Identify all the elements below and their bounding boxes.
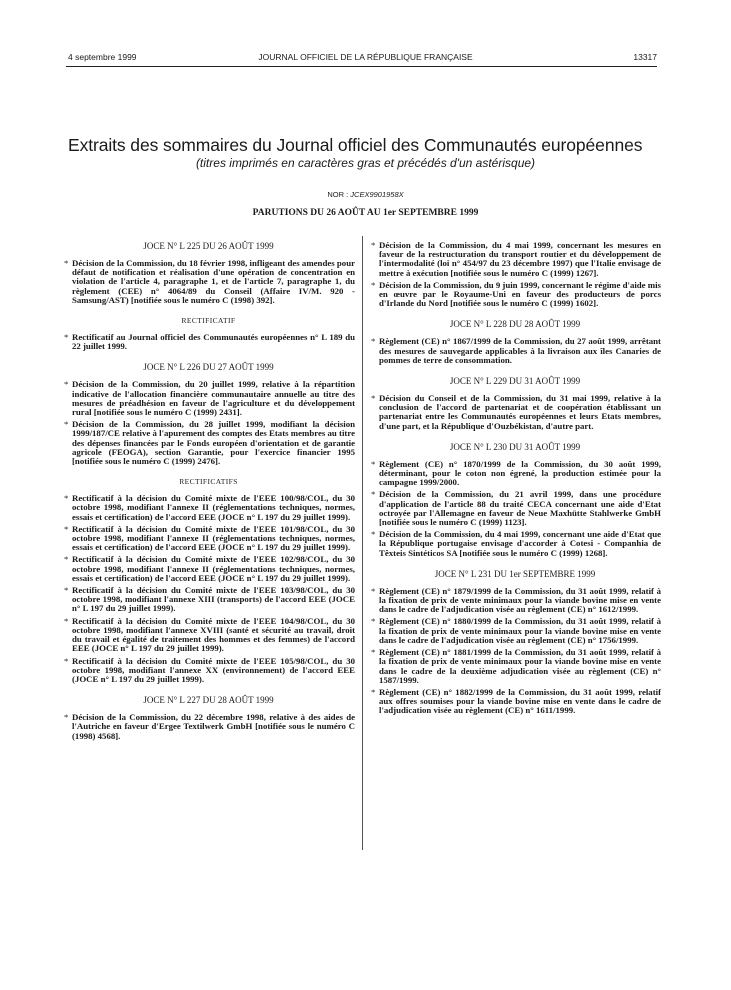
summary-entry: * Décision de la Commission, du 28 juillet 1999, modifiant la décision 1999/187/CE relative à l'apurement des comptes des Etats membres au titre des dépenses financées par le Fonds européen d'orientation et de garantie agricole (FEOGA), section Garantie, pour l'exercice financier 1995 [notifiée sous le numéro C (1999) 2476]. <box>62 420 355 466</box>
issue-heading: JOCE N° L 227 DU 28 AOÛT 1999 <box>143 695 274 706</box>
summary-entry: * Décision de la Commission, du 22 décembre 1998, relative à des aides de l'Autriche en faveur d'Ergee Textilwerk GmbH [notifiée sous le numéro C (1998) 4568]. <box>62 713 355 741</box>
rectificatifs-heading: RECTIFICATIFS <box>179 477 238 487</box>
summary-entry: * Décision de la Commission, du 18 février 1998, infligeant des amendes pour défaut de notification et réalisation d'une opération de concentration en violation de l'article 4, paragraphe 1, et de l'article 7, paragraphe 1, du règlement (CEE) n° 4064/89 du Conseil (Affaire IV/M. 920 - Samsung/AST) [notifiée sous le numéro C (1998) 392]. <box>62 259 355 305</box>
summary-entry: * Règlement (CE) n° 1881/1999 de la Commission, du 31 août 1999, relatif à la fixation de prix de vente minimaux pour la viande bovine mise en vente dans le cadre de la deuxième adjudication visée au règlement (CE) n° 1587/1999. <box>369 648 661 685</box>
parutions-heading: PARUTIONS DU 26 AOÛT AU 1er SEPTEMBRE 1999 <box>252 208 479 218</box>
summary-entry: * Décision du Conseil et de la Commission, du 31 mai 1999, relative à la conclusion de l'accord de partenariat et de coopération établissant un partenariat entre les Communautés européennes et leurs Etats membres, d'une part, et la République d'Ouzbékistan, d'autre part. <box>369 394 661 431</box>
issue-heading: JOCE N° L 230 DU 31 AOÛT 1999 <box>449 441 581 452</box>
summary-entry: * Rectificatif à la décision du Comité mixte de l'EEE 105/98/COL, du 30 octobre 1998, modifiant l'annexe XX (environnement) de l'accord EEE (JOCE n° L 197 du 29 juillet 1999). <box>62 657 355 685</box>
summary-entry: * Rectificatif à la décision du Comité mixte de l'EEE 101/98/COL, du 30 octobre 1998, modifiant l'annexe II (réglementations techniques, normes, essais et certification) de l'accord EEE (JOCE n° L 197 du 29 juillet 1999). <box>62 525 355 553</box>
header-title: JOURNAL OFFICIEL DE LA RÉPUBLIQUE FRANÇAISE <box>258 52 473 62</box>
issue-heading: JOCE N° L 229 DU 31 AOÛT 1999 <box>449 376 581 387</box>
main-title: Extraits des sommaires du Journal officiel des Communautés européennes <box>68 135 643 155</box>
summary-entry: * Rectificatif à la décision du Comité mixte de l'EEE 104/98/COL, du 30 octobre 1998, modifiant l'annexe XVIII (santé et sécurité au travail, droit du travail et égalité de traitement des hommes et des femmes) de l'accord EEE (JOCE n° L 197 du 29 juillet 1999). <box>62 617 355 654</box>
issue-heading: JOCE N° L 225 DU 26 AOÛT 1999 <box>143 241 274 251</box>
summary-entry: * Règlement (CE) n° 1867/1999 de la Commission, du 27 août 1999, arrêtant des mesures de sauvegarde applicables à la livraison aux îles Canaries de pommes de terre de consommation. <box>369 337 661 365</box>
page-number: 13317 <box>633 52 657 62</box>
summary-entry: * Rectificatif à la décision du Comité mixte de l'EEE 103/98/COL, du 30 octobre 1998, modifiant l'annexe XIII (transports) de l'accord EEE (JOCE n° L 197 du 29 juillet 1999). <box>62 586 355 614</box>
header-date: 4 septembre 1999 <box>68 52 137 62</box>
running-head <box>0 52 731 66</box>
summary-entry: * Rectificatif à la décision du Comité mixte de l'EEE 102/98/COL, du 30 octobre 1998, modifiant l'annexe II (réglementations techniques, normes, essais et certification) de l'accord EEE (JOCE n° L 197 du 29 juillet 1999). <box>62 555 355 583</box>
nor-line <box>0 190 731 199</box>
left-column <box>62 241 355 744</box>
issue-heading: JOCE N° L 228 DU 28 AOÛT 1999 <box>449 319 581 330</box>
column-divider <box>362 236 363 850</box>
subtitle: (titres imprimés en caractères gras et précédés d'un astérisque) <box>195 156 536 170</box>
header-rule <box>66 66 657 67</box>
summary-entry: * Décision de la Commission, du 20 juillet 1999, relative à la répartition indicative de l'allocation financière communautaire annuelle au titre des mesures de préadhésion en faveur de l'agriculture et du développement rural [notifiée sous le numéro C (1999) 2431]. <box>62 380 355 417</box>
summary-entry: * Règlement (CE) n° 1879/1999 de la Commission, du 31 août 1999, relatif à la fixation de prix de vente minimaux pour la viande bovine mise en vente dans le cadre de l'adjudication visée au règlement (CE) n° 1612/1999. <box>369 587 661 615</box>
summary-entry: * Décision de la Commission, du 21 avril 1999, dans une procédure d'application de l'article 88 du traité CECA concernant une aide d'Etat octroyée par l'Allemagne en faveur de Neue Maxhütte Stahlwerke GmbH [notifiée sous le numéro C (1999) 1123]. <box>369 490 661 527</box>
summary-entry: * Règlement (CE) n° 1880/1999 de la Commission, du 31 août 1999, relatif à la fixation de prix de vente minimaux pour la viande bovine mise en vente dans le cadre de l'adjudication visée au règlement (CE) n° 1756/1999. <box>369 617 661 645</box>
summary-entry: * Décision de la Commission, du 4 mai 1999, concernant une aide d'Etat que la République portugaise envisage d'accorder à Cotesi - Companhia de Têxteis Sintéticos SA [notifiée sous le numéro C (1999) 1268]. <box>369 530 661 558</box>
summary-entry: * Décision de la Commission, du 4 mai 1999, concernant les mesures en faveur de la restructuration du transport routier et du développement de l'intermodalité (loi n° 454/97 du 23 décembre 1997) que l'Italie envisage de mettre à exécution [notifiée sous le numéro C (1999) 1267]. <box>369 241 661 278</box>
issue-heading: JOCE N° L 231 DU 1er SEPTEMBRE 1999 <box>434 568 596 579</box>
summary-entry: * Décision de la Commission, du 9 juin 1999, concernant le régime d'aide mis en œuvre par le Royaume-Uni en faveur des producteurs de porcs d'Irlande du Nord [notifiée sous le numéro C (1999) 1602]. <box>369 281 661 309</box>
summary-entry: * Rectificatif à la décision du Comité mixte de l'EEE 100/98/COL, du 30 octobre 1998, modifiant l'annexe II (réglementations techniques, normes, essais et certification) de l'accord EEE (JOCE n° L 197 du 29 juillet 1999). <box>62 494 355 522</box>
summary-entry: * Règlement (CE) n° 1870/1999 de la Commission, du 30 août 1999, déterminant, pour le coton non égrené, la production estimée pour la campagne 1999/2000. <box>369 460 661 488</box>
summary-entry: * Rectificatif au Journal officiel des Communautés européennes n° L 189 du 22 juillet 1999. <box>62 333 355 351</box>
nor-code: JCEX9901958X <box>350 190 404 199</box>
rectificatif-heading: RECTIFICATIF <box>181 316 236 326</box>
right-column <box>369 241 661 719</box>
summary-entry: * Règlement (CE) n° 1882/1999 de la Commission, du 31 août 1999, relatif aux offres soumises pour la viande bovine mise en vente dans le cadre de l'adjudication visée au règlement (CE) n° 1611/1999. <box>369 688 661 716</box>
issue-heading: JOCE N° L 226 DU 27 AOÛT 1999 <box>143 362 274 373</box>
nor-label: NOR : <box>327 190 349 199</box>
